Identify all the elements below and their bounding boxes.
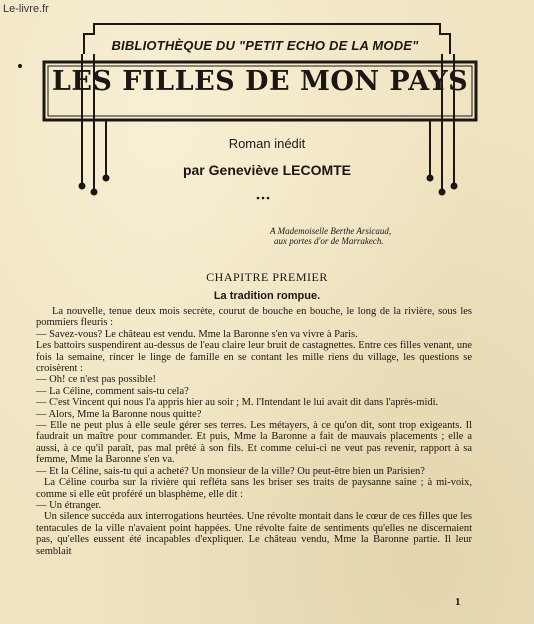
- dedication-line-1: A Mademoiselle Berthe Arsicaud,: [270, 226, 392, 236]
- paragraph: La Céline courba sur la rivière qui refléta sans les briser ses traits de paysanne saine ; à mi-voix, comme si elle eût proféré un blasphème, elle dit :: [36, 477, 472, 500]
- paragraph: Les battoirs suspendirent au-dessus de l'eau claire leur bruit de castagnettes. Entre ces filles venant, une fois la semaine, rincer le linge de famille en se contant les mille riens du village, les questions se croisèrent :: [36, 340, 472, 375]
- paragraph: — Et la Céline, sais-tu qui a acheté? Un monsieur de la ville? Ou peut-être bien un Parisien?: [36, 465, 425, 477]
- paragraph: — Savez-vous? Le château est vendu. Mme la Baronne s'en va vivre à Paris.: [36, 328, 358, 340]
- site-watermark: Le-livre.fr: [3, 3, 49, 15]
- column-knob: [91, 189, 98, 196]
- page-number: 1: [455, 596, 461, 608]
- paragraph: La nouvelle, tenue deux mois secrète, courut de bouche en bouche, le long de la rivière, sous les pommiers fleuris :: [36, 306, 472, 329]
- ornament-dot: [262, 197, 265, 200]
- paragraph: — Un étranger.: [36, 499, 102, 511]
- book-subtitle: Roman inédit: [228, 136, 306, 151]
- paragraph: — Alors, Mme la Baronne nous quitte?: [36, 408, 202, 420]
- ornament-dot: [267, 197, 270, 200]
- paragraph: — Oh! ce n'est pas possible!: [36, 374, 156, 386]
- column-knob: [451, 183, 458, 190]
- body-text: [36, 306, 472, 557]
- paragraph: — La Céline, comment sais-tu cela?: [36, 385, 189, 397]
- book-title: LES FILLES DE MON PAYS: [51, 66, 469, 97]
- book-author: par Geneviève LECOMTE: [182, 162, 352, 178]
- paragraph: — C'est Vincent qui nous l'a appris hier au soir ; M. l'Intendant le lui avait dit dans l'après-midi.: [36, 397, 439, 409]
- dedication-line-2: aux portes d'or de Marrakech.: [274, 236, 384, 246]
- paper-spot: [18, 64, 22, 68]
- dedication: [270, 226, 460, 246]
- series-heading: BIBLIOTHÈQUE DU "PETIT ECHO DE LA MODE": [111, 38, 419, 53]
- chapter-heading: CHAPITRE PREMIER: [206, 270, 328, 284]
- column-knob: [79, 183, 86, 190]
- paragraph: Un silence succéda aux interrogations heurtées. Une révolte montait dans le cœur de ces filles que les tentacules de la ville n'avaient point happées. Une révolte faite de sentiments qu'elles ne discernaient pas, qu'elles eussent été incapables d'expliquer. Le château vendu, Mme la Baronne partie. Il leur semblait: [36, 511, 472, 557]
- column-knob: [439, 189, 446, 196]
- ornament-dot: [257, 197, 260, 200]
- paragraph: — Elle ne peut plus à elle seule gérer ses terres. Les métayers, à ce qu'on dit, sont trop exigeants. Il faudrait un maître pour commander. Et puis, Mme la Baronne a fait de mauvais placements ; elle a aussi, à ce qu'il paraît, pas mal prêté à son fils. Et comme celui-ci ne veut pas revenir, rapport à sa femme, Mme la Baronne s'en va.: [36, 420, 472, 466]
- section-heading: La tradition rompue.: [213, 290, 321, 302]
